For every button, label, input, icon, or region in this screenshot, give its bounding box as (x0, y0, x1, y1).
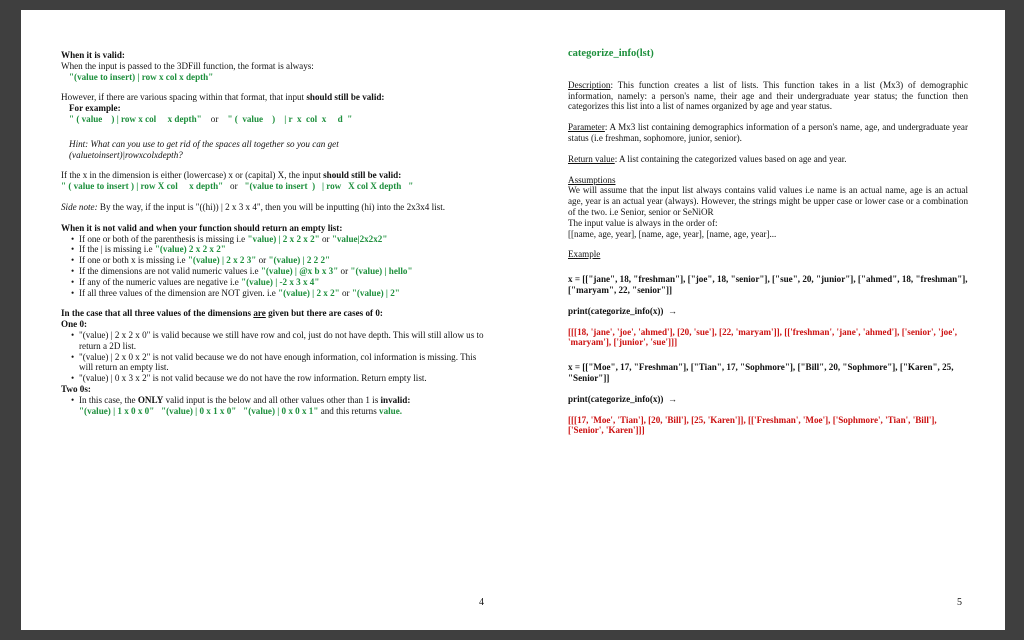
spacing-paragraph (61, 92, 489, 103)
two-zero-label: Two 0s: (61, 383, 91, 394)
invalid-item-or: or (340, 265, 349, 276)
zero-heading-underline: are (253, 308, 266, 319)
return-label: Return value (568, 153, 615, 164)
invalid-item-text: If the | is missing i.e (79, 244, 153, 255)
for-example-label: For example: (69, 103, 121, 114)
one-zero-item: • "(value) | 0 x 3 x 2" is not valid because we do not have the row information. Return empty list. (71, 373, 489, 384)
parameter-label: Parameter (568, 122, 605, 133)
invalid-item (71, 288, 489, 299)
spacing-example-b: " ( value ) | r x col x d " (227, 113, 353, 124)
capital-example-a: " ( value to insert ) | row X col x depth" (61, 181, 224, 192)
invalid-item-or: or (258, 255, 267, 266)
document-page-5 (513, 10, 1005, 630)
two-zero-only: ONLY (137, 394, 164, 405)
invalid-item-example: "(value) | hello" (350, 265, 413, 276)
example-1-call (568, 306, 968, 317)
return-paragraph (568, 154, 968, 165)
invalid-item (71, 255, 489, 266)
one-zero-list (61, 330, 489, 384)
document-page-4 (21, 10, 513, 630)
invalid-item-example: "(value) | 2" (351, 287, 400, 298)
invalid-item (71, 266, 489, 277)
invalid-item (71, 234, 489, 245)
spacing-or: or (210, 113, 219, 124)
two-zero-invalid: invalid: (380, 394, 411, 405)
capital-text: If the x in the dimension is either (lowercase) x or (capital) X, the input (61, 170, 321, 181)
input-order-text: The input value is always in the order of: (568, 217, 718, 228)
two-zero-text-a: In this case, the (79, 394, 136, 405)
two-zero-example-2: "(value) | 0 x 1 x 0" (161, 405, 237, 416)
two-zero-value: value. (379, 405, 403, 416)
valid-format: "(value to insert) | row x col x depth" (69, 71, 214, 82)
page-5-content (568, 49, 968, 436)
example-label: Example (568, 249, 601, 260)
invalid-item-or: or (321, 233, 330, 244)
spacing-examples (61, 114, 489, 125)
assumptions-text: We will assume that the input list always contains valid values i.e name is an actual name, age is an actual age, year is an actual year (always). However, the strings might be upper case or lower case or a combination of the two. i.e Senior, senior or SeNiOR (568, 185, 968, 217)
valid-heading: When it is valid: (61, 50, 125, 60)
invalid-list (61, 234, 489, 299)
description-label: Description (568, 79, 611, 90)
invalid-item-example: "(value) 2 x 2 x 2" (154, 244, 226, 255)
function-title: categorize_info(lst) (568, 48, 654, 59)
hint-line-2: (valuetoinsert)|rowxcolxdepth? (69, 149, 183, 160)
invalid-item-example: "(value) | 2 2 2" (268, 255, 331, 266)
invalid-item-example: "(value) | 2 x 2" (278, 287, 340, 298)
arrow-icon: → (668, 305, 677, 316)
capital-or: or (230, 181, 238, 192)
capital-examples (61, 181, 489, 192)
example-1-input: x = [["jane", 18, "freshman"], ["joe", 18, "senior"], ["sue", 20, "junior"], ["ahmed", 18, "freshman"], ["maryam", 22, "senior"]] (568, 274, 968, 295)
side-note-label: Side note: (61, 201, 98, 212)
hint-paragraph (61, 139, 489, 161)
invalid-heading: When it is not valid and when your function should return an empty list: (61, 222, 343, 233)
two-zero-list (61, 395, 489, 417)
assumptions-label: Assumptions (568, 174, 616, 185)
one-zero-item: • "(value) | 2 x 2 x 0" is valid because we still have row and col, just do not have depth. This will still allow us to return a 2D list. (71, 330, 489, 352)
return-text: : A list containing the categorized values based on age and year. (614, 153, 847, 164)
description-text: : This function creates a list of lists. This function takes in a list (Mx3) of demographic information, namely: a person's name, their age and their undergraduate year status; the function then categorizes this list into a list of names organized by age and year status. (568, 79, 968, 112)
zero-heading-a: In the case that all three values of the dimensions (61, 308, 252, 319)
description-paragraph (568, 80, 968, 112)
arrow-icon: → (668, 393, 677, 404)
capital-bold: should still be valid: (323, 170, 402, 181)
invalid-item-text: If any of the numeric values are negative i.e (79, 276, 239, 287)
page-number: 5 (957, 597, 962, 608)
invalid-item-example: "(value) | @x b x 3" (260, 265, 339, 276)
input-order-value: [[name, age, year], [name, age, year], [name, age, year]... (568, 228, 777, 239)
invalid-item-text: If all three values of the dimension are NOT given. i.e (79, 287, 276, 298)
invalid-item-example: "value) | 2 x 2 x 2" (247, 233, 320, 244)
capital-example-b: "(value to insert ) | row X col X depth " (244, 181, 414, 192)
invalid-item (71, 277, 489, 288)
parameter-paragraph (568, 122, 968, 144)
invalid-item-or: or (341, 287, 350, 298)
example-2-call (568, 394, 968, 405)
side-note (61, 202, 489, 213)
two-zero-example-1: "(value) | 1 x 0 x 0" (79, 405, 155, 416)
invalid-item-text: If one or both of the parenthesis is missing i.e (79, 233, 246, 244)
example-2-output: [[[17, 'Moe', 'Tian'], [20, 'Bill'], [25, 'Karen']], [['Freshman', 'Moe'], ['Sophmore', 'Tian', 'Bill'], ['Senior', 'Karen']]] (568, 414, 937, 436)
spacing-text: However, if there are various spacing within that format, that input (61, 92, 305, 103)
two-zero-example-3: "(value) | 0 x 0 x 1" (243, 405, 319, 416)
invalid-item-text: If the dimensions are not valid numeric values i.e (79, 265, 259, 276)
zero-heading (61, 308, 489, 319)
invalid-item-example: "(value) | 2 x 2 3" (187, 255, 257, 266)
hint-line-1: Hint: What can you use to get rid of the spaces all together so you can get (69, 138, 339, 149)
invalid-item-text: If one or both x is missing i.e (79, 255, 186, 266)
spacing-bold: should still be valid: (306, 92, 385, 103)
example-1-output: [[[18, 'jane', 'joe', 'ahmed'], [20, 'sue'], [22, 'maryam']], [['freshman', 'jane', 'ahmed'], ['senior', 'joe', 'maryam'], ['junior', 'sue']]] (568, 326, 958, 348)
invalid-item-example: "value|2x2x2" (331, 233, 388, 244)
two-zero-tail: and this returns (320, 405, 377, 416)
parameter-text: : A Mx3 list containing demographics information of a person's name, age, and undergraduate year status (i.e freshman, sophomore, junior, senior). (568, 122, 968, 143)
capital-paragraph (61, 170, 489, 181)
page-number: 4 (479, 597, 484, 608)
invalid-item-example: "(value) | -2 x 3 x 4" (241, 276, 320, 287)
one-zero-item: • "(value) | 2 x 0 x 2" is not valid because we do not have enough information, col information is missing. This will return an empty list. (71, 352, 489, 374)
example-2-input: x = [["Moe", 17, "Freshman"], ["Tian", 17, "Sophmore"], ["Bill", 20, "Sophmore"], ["Karen", 25, "Senior"]] (568, 362, 954, 383)
invalid-item (71, 244, 489, 255)
page-4-content (61, 50, 489, 416)
spacing-example-a: " ( value ) | row x col x depth" (69, 113, 202, 124)
two-zero-item (71, 395, 489, 417)
example-2-call-text: print(categorize_info(x)) (568, 393, 664, 404)
one-zero-label: One 0: (61, 319, 88, 330)
example-1-call-text: print(categorize_info(x)) (568, 305, 664, 316)
valid-line: When the input is passed to the 3DFill function, the format is always: (61, 60, 314, 71)
two-zero-text-b: valid input is the below and all other values other than 1 is (165, 394, 379, 405)
zero-heading-b: given but there are cases of 0: (268, 308, 383, 319)
side-note-text: By the way, if the input is "((hi)) | 2 x 3 x 4", then you will be inputting (hi) into the 2x3x4 list. (99, 201, 445, 212)
